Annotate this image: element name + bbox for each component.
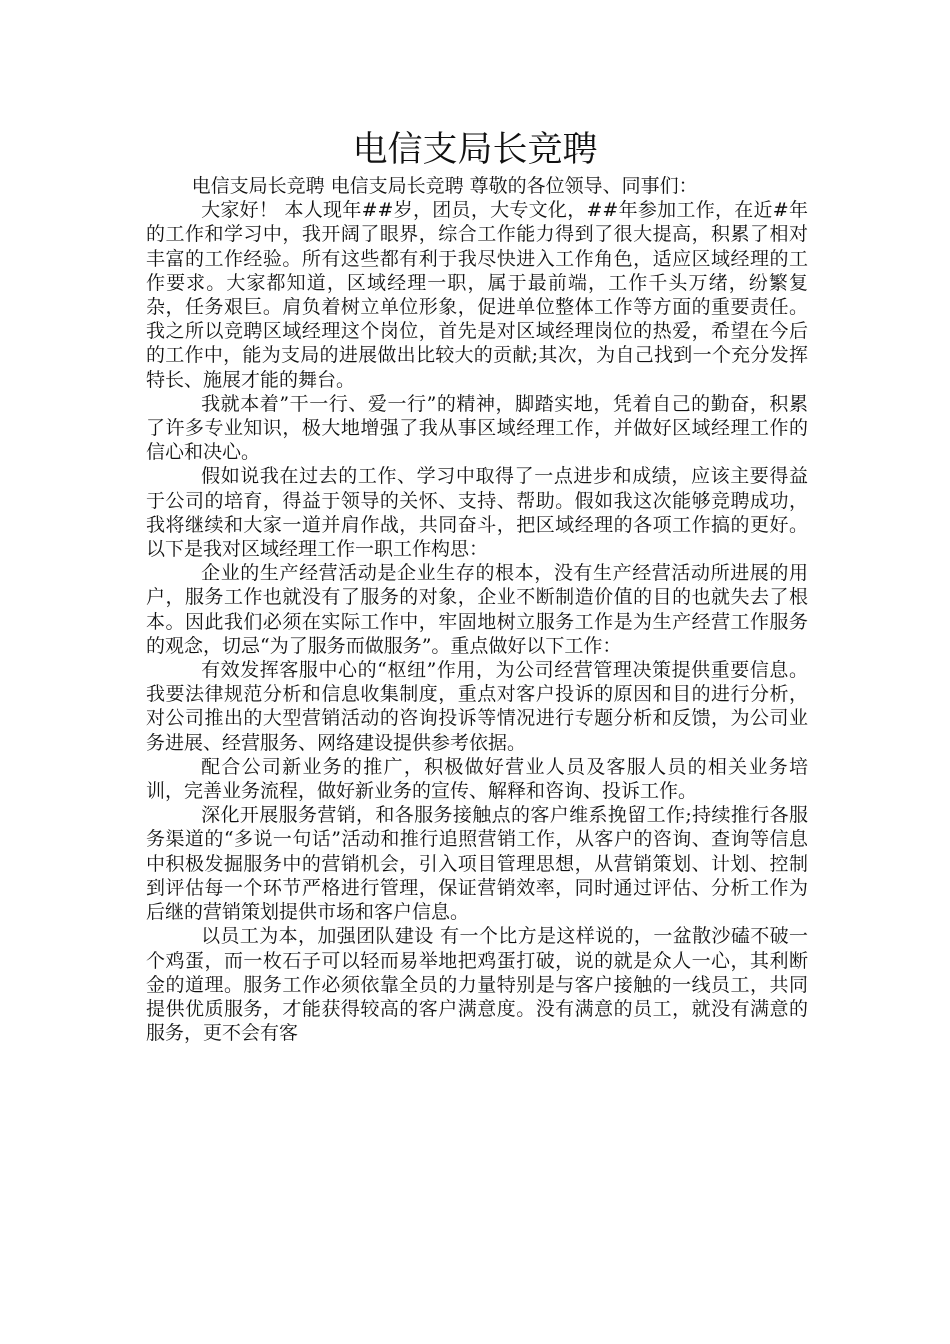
paragraph-hub-role: 有效发挥客服中心的“枢纽”作用，为公司经营管理决策提供重要信息。我要法律规范分析和信息收集制度，重点对客户投诉的原因和目的进行分析，对公司推出的大型营销活动的咨询投诉等情况进行专题分析和反馈，为公司业务进展、经营服务、网络建设提供参考依据。: [146, 659, 808, 754]
document-body: [146, 174, 808, 1045]
paragraph-heading-line: 电信支局长竞聘 电信支局长竞聘 尊敬的各位领导、同事们：: [191, 175, 698, 197]
paragraph-gratitude: 假如说我在过去的工作、学习中取得了一点进步和成绩，应该主要得益于公司的培育，得益于领导的关怀、支持、帮助。假如我这次能够竞聘成功，我将继续和大家一道并肩作战，共同奋斗，把区域经理的各项工作搞的更好。以下是我对区域经理工作一职工作构思：: [146, 465, 808, 561]
paragraph-intro: 大家好！ 本人现年##岁，团员，大专文化，##年参加工作，在近#年的工作和学习中，我开阔了眼界，综合工作能力得到了很大提高，积累了相对丰富的工作经验。所有这些都有利于我尽快进入工作角色，适应区域经理的工作要求。大家都知道，区域经理一职，属于最前端，工作千头万绪，纷繁复杂，任务艰巨。肩负着树立单位形象，促进单位整体工作等方面的重要责任。我之所以竞聘区域经理这个岗位，首先是对区域经理岗位的热爱，希望在今后的工作中，能为支局的进展做出比较大的贡献;其次，为自己找到一个充分发挥特长、施展才能的舞台。: [146, 199, 808, 391]
paragraph-attitude: 我就本着”干一行、爱一行”的精神，脚踏实地，凭着自己的勤奋，积累了许多专业知识，极大地增强了我从事区域经理工作，并做好区域经理工作的信心和决心。: [146, 392, 808, 464]
document-title: 电信支局长竞聘: [352, 130, 598, 170]
paragraph-service-concept: 企业的生产经营活动是企业生存的根本，没有生产经营活动所进展的用户，服务工作也就没有了服务的对象，企业不断制造价值的目的也就失去了根本。因此我们必须在实际工作中，牢固地树立服务工作是为生产经营工作服务的观念，切忌“为了服务而做服务”。重点做好以下工作：: [146, 562, 808, 657]
paragraph-team-building: 以员工为本，加强团队建设 有一个比方是这样说的，一盆散沙磕不破一个鸡蛋，而一枚石子可以轻而易举地把鸡蛋打破，说的就是众人一心，其利断金的道理。服务工作必须依靠全员的力量特别是与客户接触的一线员工，共同提供优质服务，才能获得较高的客户满意度。没有满意的员工，就没有满意的服务，更不会有客: [146, 925, 808, 1045]
paragraph-new-business: 配合公司新业务的推广，积极做好营业人员及客服人员的相关业务培训，完善业务流程，做好新业务的宣传、解释和咨询、投诉工作。: [146, 755, 808, 803]
paragraph-service-marketing: 深化开展服务营销，和各服务接触点的客户维系挽留工作;持续推行各服务渠道的“多说一句话”活动和推行追照营销工作，从客户的咨询、查询等信息中积极发掘服务中的营销机会，引入项目管理思想，从营销策划、计划、控制到评估每一个环节严格进行管理，保证营销效率，同时通过评估、分析工作为后继的营销策划提供市场和客户信息。: [146, 804, 808, 924]
